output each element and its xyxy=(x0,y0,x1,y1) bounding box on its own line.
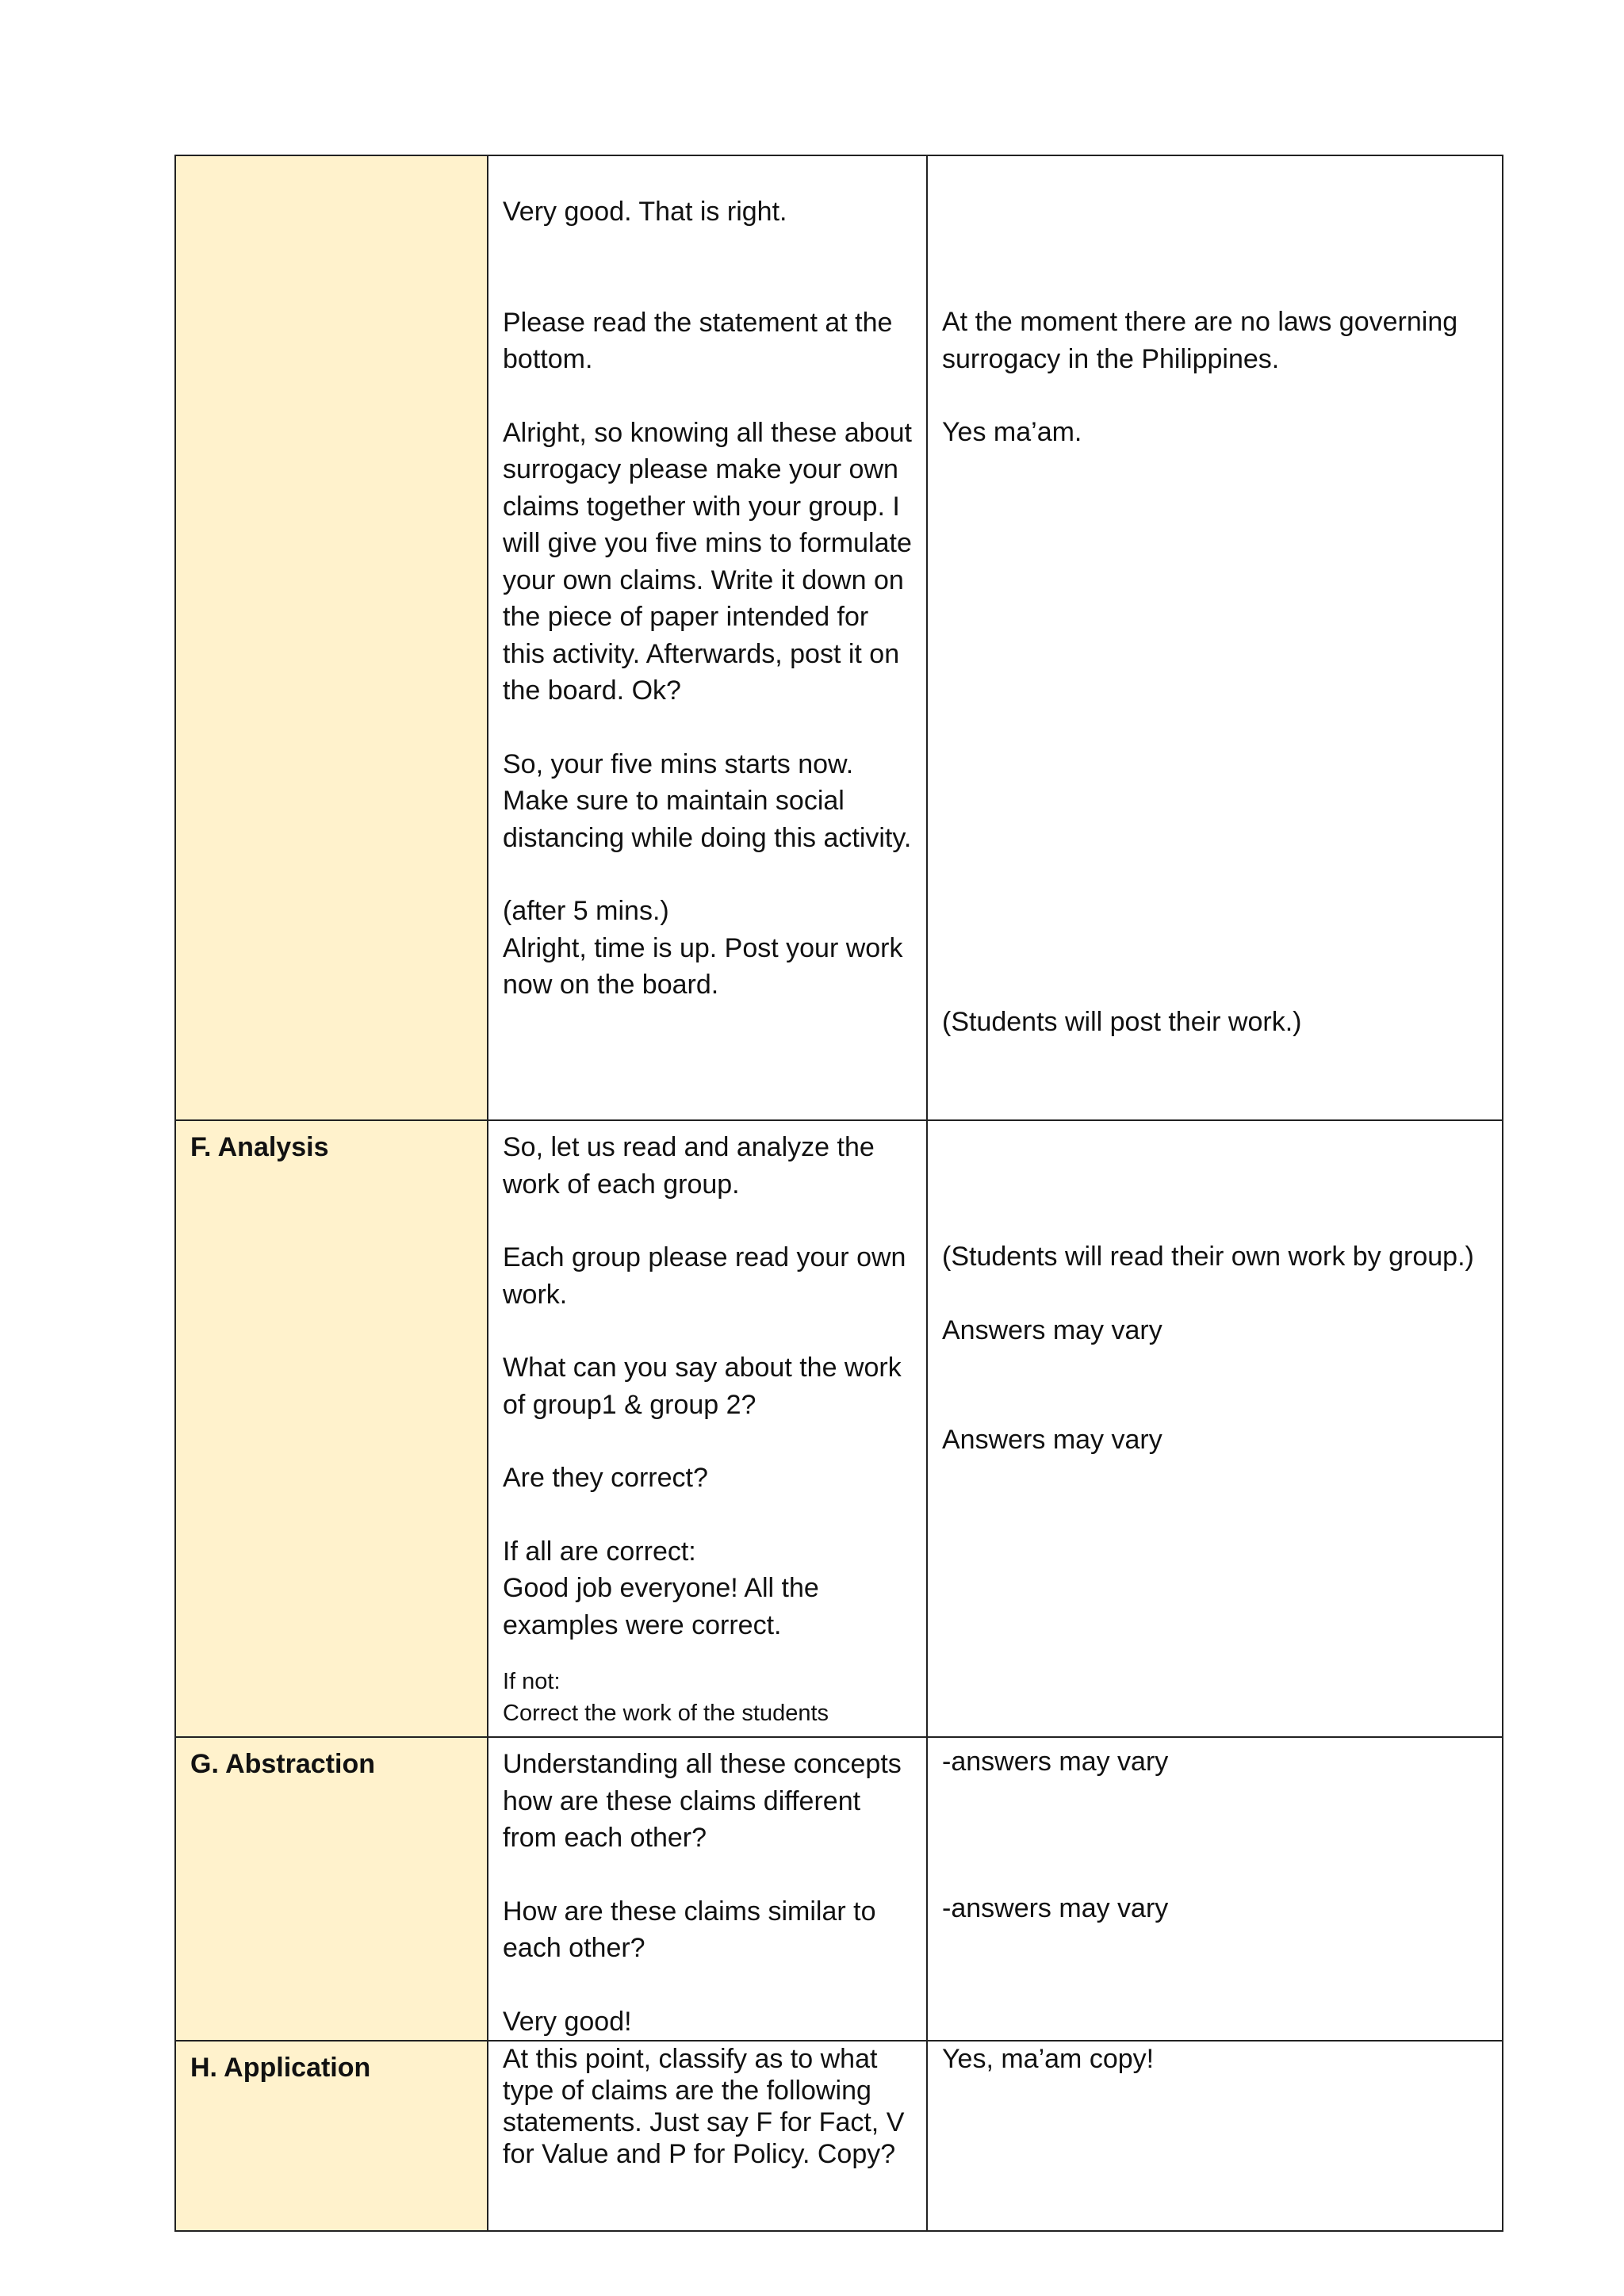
lesson-plan-table xyxy=(174,155,1503,2232)
student-activity-cell xyxy=(927,1737,1503,2041)
procedure-label-cell xyxy=(175,1120,488,1737)
teacher-activity-cell xyxy=(488,1120,927,1737)
student-line: -answers may vary xyxy=(942,1747,1169,1777)
table-row xyxy=(175,155,1503,1120)
procedure-label-cell xyxy=(175,2041,488,2231)
teacher-activity-cell xyxy=(488,1737,927,2041)
teacher-line: If all are correct: Good job everyone! All the examples were correct. xyxy=(503,1536,819,1640)
teacher-line: Very good. That is right. xyxy=(503,197,787,227)
teacher-line: So, let us read and analyze the work of each group. xyxy=(503,1132,883,1200)
teacher-activity-cell xyxy=(488,155,927,1120)
teacher-line: How are these claims similar to each other? xyxy=(503,1896,883,1963)
teacher-line: At this point, classify as to what type of claims are the following statements. Just say F for Fact, V for Value and P for Policy. Copy? xyxy=(503,2044,912,2169)
teacher-line: Please read the statement at the bottom. xyxy=(503,307,900,374)
student-activity-cell xyxy=(927,1120,1503,1737)
student-line: Answers may vary xyxy=(942,1425,1162,1455)
teacher-line: Understanding all these concepts how are these claims different from each other? xyxy=(503,1749,910,1853)
teacher-line: Are they correct? xyxy=(503,1463,708,1493)
student-activity-cell xyxy=(927,155,1503,1120)
student-line: Answers may vary xyxy=(942,1314,1162,1345)
student-activity-cell xyxy=(927,2041,1503,2231)
teacher-line: (after 5 mins.) Alright, time is up. Post your work now on the board. xyxy=(503,896,903,1000)
table-row xyxy=(175,1737,1503,2041)
student-line: Yes ma’am. xyxy=(942,417,1082,447)
procedure-label: G. Abstraction xyxy=(190,1749,375,1779)
table-row xyxy=(175,2041,1503,2231)
teacher-line: So, your five mins starts now. Make sure to maintain social distancing while doing this activity. xyxy=(503,748,912,853)
table-row xyxy=(175,1120,1503,1737)
procedure-label: F. Analysis xyxy=(190,1132,329,1162)
procedure-label xyxy=(190,156,473,164)
procedure-label: H. Application xyxy=(190,2053,371,2083)
teacher-line: What can you say about the work of group1 & group 2? xyxy=(503,1353,910,1420)
teacher-line: Alright, so knowing all these about surrogacy please make your own claims together with your group. I will give you five mins to formulate your own claims. Write it down on the piece of paper intended for this activity. Afterwards, post it on the board. Ok? xyxy=(503,417,920,706)
student-line: Yes, ma’am copy! xyxy=(942,2044,1155,2074)
teacher-line: Very good! xyxy=(503,2006,632,2037)
procedure-label-cell xyxy=(175,1737,488,2041)
student-line: (Students will read their own work by group.) xyxy=(942,1242,1474,1272)
procedure-label-cell xyxy=(175,155,488,1120)
teacher-line: Each group please read your own work. xyxy=(503,1242,914,1310)
student-line: -answers may vary xyxy=(942,1893,1169,1923)
student-line: (Students will post their work.) xyxy=(942,1006,1302,1037)
teacher-activity-cell xyxy=(488,2041,927,2231)
teacher-line: If not: Correct the work of the students xyxy=(503,1669,829,1726)
student-line: At the moment there are no laws governing surrogacy in the Philippines. xyxy=(942,307,1465,374)
